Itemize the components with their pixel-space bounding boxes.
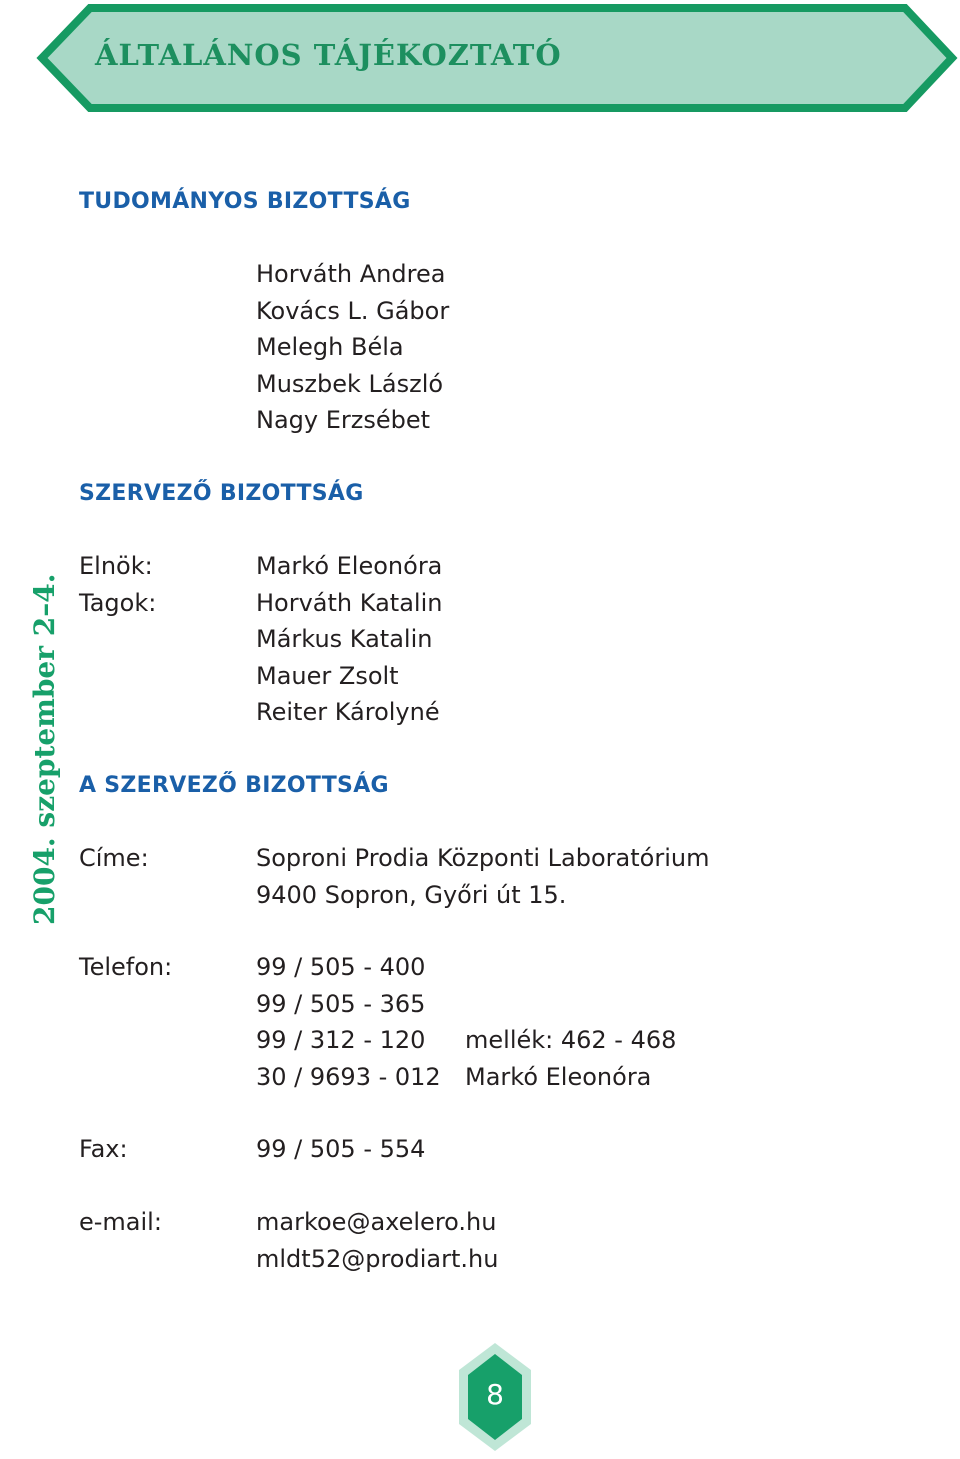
phone-list: [256, 949, 676, 1095]
organizing-labels: [79, 548, 156, 621]
scientific-members: [256, 256, 449, 439]
address-label: Címe:: [79, 844, 149, 872]
phone-note: mellék: 462 - 468: [465, 1026, 677, 1054]
phone-row: [256, 1022, 676, 1059]
list-item: Kovács L. Gábor: [256, 296, 450, 325]
members-label: Tagok:: [79, 588, 157, 617]
email-list: [256, 1204, 498, 1277]
chair-label: Elnök:: [79, 552, 153, 580]
fax-label: Fax:: [79, 1135, 128, 1163]
phone-row: [256, 986, 676, 1023]
list-item: Markó Eleonóra: [256, 552, 443, 580]
organizing-committee-heading: SZERVEZŐ BIZOTTSÁG: [79, 481, 364, 506]
list-item: Márkus Katalin: [256, 625, 433, 653]
organizing-members: [256, 548, 442, 731]
list-item: Reiter Károlyné: [256, 698, 440, 726]
page-number-badge: [456, 1340, 534, 1454]
address-line: 9400 Sopron, Győri út 15.: [256, 880, 567, 909]
scientific-committee-heading: TUDOMÁNYOS BIZOTTSÁG: [79, 189, 411, 214]
phone-number: 99 / 505 - 365: [256, 989, 426, 1018]
email-address[interactable]: markoe@axelero.hu: [256, 1208, 497, 1236]
address-block: [256, 840, 709, 913]
phone-label: Telefon:: [79, 953, 173, 981]
list-item: Mauer Zsolt: [256, 661, 399, 690]
phone-number: 99 / 505 - 400: [256, 953, 426, 981]
contact-heading: A SZERVEZŐ BIZOTTSÁG: [79, 773, 389, 798]
phone-note: Markó Eleonóra: [465, 1062, 652, 1091]
phone-row: [256, 1059, 676, 1096]
side-date: 2004. szeptember 2–4.: [28, 573, 61, 925]
list-item: Melegh Béla: [256, 333, 404, 361]
phone-number: 99 / 312 - 120: [256, 1026, 426, 1054]
list-item: Horváth Andrea: [256, 260, 446, 288]
header-banner: [0, 0, 960, 115]
email-label: e-mail:: [79, 1208, 162, 1236]
page-title: ÁLTALÁNOS TÁJÉKOZTATÓ: [95, 38, 562, 72]
page-number: 8: [486, 1378, 504, 1411]
fax-number: 99 / 505 - 554: [256, 1135, 426, 1163]
list-item: Horváth Katalin: [256, 588, 443, 617]
email-address[interactable]: mldt52@prodiart.hu: [256, 1244, 499, 1273]
phone-row: [256, 949, 676, 986]
phone-number: 30 / 9693 - 012: [256, 1062, 441, 1091]
list-item: Nagy Erzsébet: [256, 406, 431, 434]
list-item: Muszbek László: [256, 369, 444, 398]
address-line: Soproni Prodia Központi Laboratórium: [256, 844, 710, 872]
